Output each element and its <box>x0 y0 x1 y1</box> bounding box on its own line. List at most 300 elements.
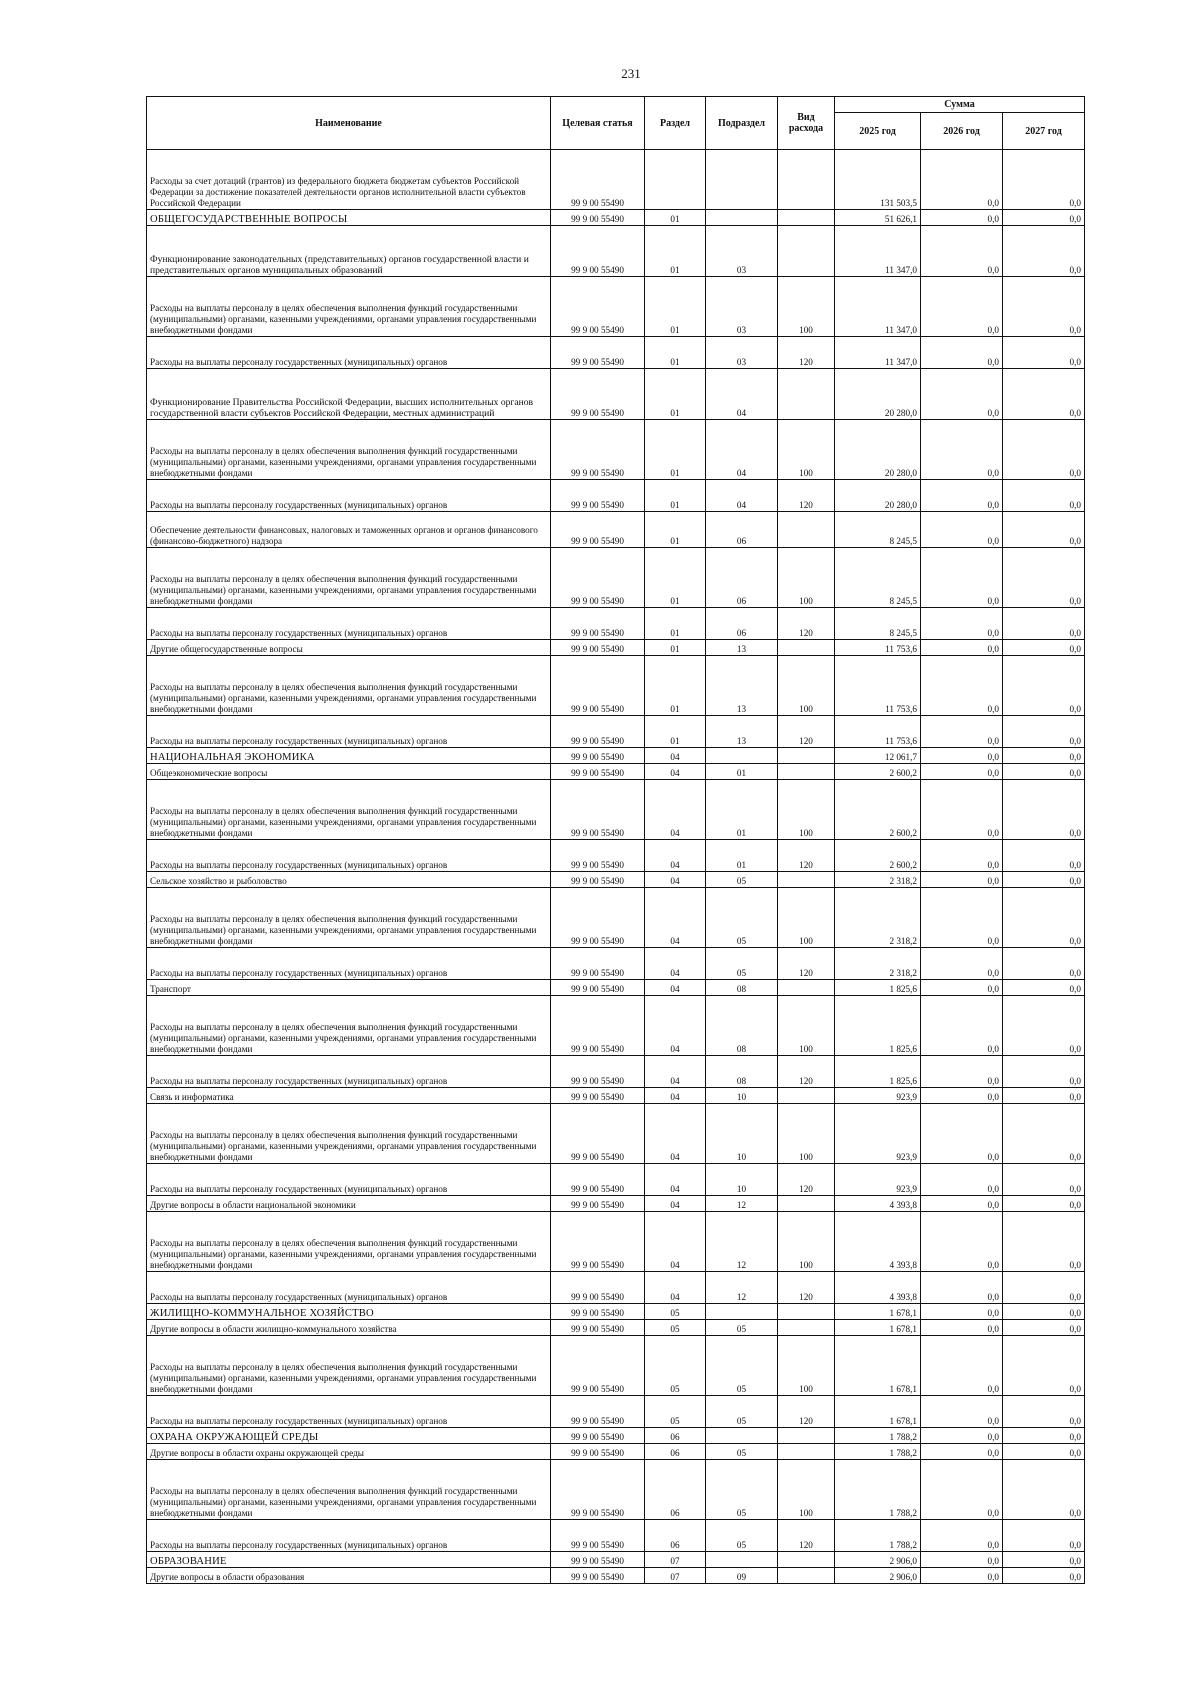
row-sum-2026: 0,0 <box>921 1320 1003 1336</box>
row-target: 99 9 00 55490 <box>551 640 645 656</box>
row-section-code: 04 <box>645 980 706 996</box>
row-name: Расходы на выплаты персоналу в целях обеспечения выполнения функций государственными (муниципальными) органами, казенными учреждениями, органами управления государственными внебюджетными фондами <box>147 548 551 608</box>
row-subsection-code: 04 <box>706 369 778 420</box>
row-sum-2025: 1 825,6 <box>835 1056 921 1088</box>
row-sum-2027: 0,0 <box>1003 748 1085 764</box>
row-section-code: 05 <box>645 1320 706 1336</box>
row-name: ОБРАЗОВАНИЕ <box>147 1552 551 1568</box>
row-sum-2027: 0,0 <box>1003 1088 1085 1104</box>
row-expense-type: 100 <box>778 1336 835 1396</box>
row-sum-2025: 51 626,1 <box>835 210 921 226</box>
row-expense-type <box>778 1552 835 1568</box>
row-sum-2025: 2 600,2 <box>835 764 921 780</box>
row-name: Функционирование Правительства Российской Федерации, высших исполнительных органов государственной власти субъектов Российской Федерации, местных администраций <box>147 369 551 420</box>
row-target: 99 9 00 55490 <box>551 764 645 780</box>
row-section-code: 04 <box>645 888 706 948</box>
table-row <box>147 1088 1085 1104</box>
row-sum-2027: 0,0 <box>1003 1336 1085 1396</box>
row-sum-2025: 20 280,0 <box>835 369 921 420</box>
table-row <box>147 996 1085 1056</box>
row-sum-2026: 0,0 <box>921 872 1003 888</box>
header-2027: 2027 год <box>1003 113 1085 150</box>
row-expense-type: 100 <box>778 888 835 948</box>
row-expense-type: 120 <box>778 1396 835 1428</box>
row-sum-2026: 0,0 <box>921 840 1003 872</box>
row-sum-2026: 0,0 <box>921 548 1003 608</box>
row-section-code: 01 <box>645 277 706 337</box>
row-sum-2027: 0,0 <box>1003 480 1085 512</box>
row-target: 99 9 00 55490 <box>551 1396 645 1428</box>
row-sum-2026: 0,0 <box>921 780 1003 840</box>
row-sum-2026: 0,0 <box>921 369 1003 420</box>
row-sum-2025: 1 678,1 <box>835 1320 921 1336</box>
row-sum-2027: 0,0 <box>1003 1104 1085 1164</box>
row-section-code: 01 <box>645 548 706 608</box>
row-sum-2025: 2 906,0 <box>835 1568 921 1584</box>
table-row <box>147 420 1085 480</box>
row-sum-2025: 11 753,6 <box>835 656 921 716</box>
row-name: Другие вопросы в области охраны окружающей среды <box>147 1444 551 1460</box>
row-expense-type: 120 <box>778 1520 835 1552</box>
row-sum-2027: 0,0 <box>1003 1272 1085 1304</box>
row-name: Расходы на выплаты персоналу государственных (муниципальных) органов <box>147 840 551 872</box>
row-name: Расходы на выплаты персоналу в целях обеспечения выполнения функций государственными (муниципальными) органами, казенными учреждениями, органами управления государственными внебюджетными фондами <box>147 888 551 948</box>
row-expense-type <box>778 1444 835 1460</box>
row-name: Расходы на выплаты персоналу в целях обеспечения выполнения функций государственными (муниципальными) органами, казенными учреждениями, органами управления государственными внебюджетными фондами <box>147 1104 551 1164</box>
table-row <box>147 1460 1085 1520</box>
row-sum-2026: 0,0 <box>921 716 1003 748</box>
row-sum-2026: 0,0 <box>921 1196 1003 1212</box>
row-expense-type: 100 <box>778 996 835 1056</box>
row-expense-type: 120 <box>778 716 835 748</box>
row-sum-2026: 0,0 <box>921 1088 1003 1104</box>
row-sum-2026: 0,0 <box>921 640 1003 656</box>
row-name: Расходы на выплаты персоналу в целях обеспечения выполнения функций государственными (муниципальными) органами, казенными учреждениями, органами управления государственными внебюджетными фондами <box>147 1460 551 1520</box>
table-row <box>147 1444 1085 1460</box>
row-target: 99 9 00 55490 <box>551 1304 645 1320</box>
row-target: 99 9 00 55490 <box>551 337 645 369</box>
row-target: 99 9 00 55490 <box>551 1272 645 1304</box>
row-section-code: 06 <box>645 1444 706 1460</box>
row-name: Расходы на выплаты персоналу государственных (муниципальных) органов <box>147 1520 551 1552</box>
row-subsection-code: 12 <box>706 1272 778 1304</box>
row-sum-2027: 0,0 <box>1003 210 1085 226</box>
row-name: Расходы на выплаты персоналу государственных (муниципальных) органов <box>147 337 551 369</box>
row-subsection-code: 06 <box>706 512 778 548</box>
row-expense-type: 100 <box>778 548 835 608</box>
row-expense-type: 100 <box>778 420 835 480</box>
row-sum-2025: 8 245,5 <box>835 512 921 548</box>
row-section-code: 01 <box>645 210 706 226</box>
row-sum-2026: 0,0 <box>921 1304 1003 1320</box>
row-target: 99 9 00 55490 <box>551 840 645 872</box>
row-section-code: 01 <box>645 369 706 420</box>
table-row <box>147 840 1085 872</box>
row-expense-type <box>778 1568 835 1584</box>
row-subsection-code: 05 <box>706 1520 778 1552</box>
row-subsection-code: 03 <box>706 337 778 369</box>
table-row <box>147 277 1085 337</box>
header-2026: 2026 год <box>921 113 1003 150</box>
row-sum-2026: 0,0 <box>921 996 1003 1056</box>
row-target: 99 9 00 55490 <box>551 1196 645 1212</box>
row-sum-2027: 0,0 <box>1003 948 1085 980</box>
row-expense-type <box>778 748 835 764</box>
row-sum-2025: 2 600,2 <box>835 840 921 872</box>
row-subsection-code: 10 <box>706 1104 778 1164</box>
row-expense-type: 100 <box>778 656 835 716</box>
row-sum-2025: 1 678,1 <box>835 1396 921 1428</box>
row-name: Другие общегосударственные вопросы <box>147 640 551 656</box>
row-section-code: 04 <box>645 996 706 1056</box>
row-name: Расходы на выплаты персоналу в целях обеспечения выполнения функций государственными (муниципальными) органами, казенными учреждениями, органами управления государственными внебюджетными фондами <box>147 1336 551 1396</box>
row-sum-2027: 0,0 <box>1003 548 1085 608</box>
row-section-code: 05 <box>645 1336 706 1396</box>
row-sum-2027: 0,0 <box>1003 716 1085 748</box>
row-sum-2026: 0,0 <box>921 608 1003 640</box>
row-expense-type <box>778 1304 835 1320</box>
row-target: 99 9 00 55490 <box>551 780 645 840</box>
table-row <box>147 1568 1085 1584</box>
row-sum-2025: 923,9 <box>835 1164 921 1196</box>
row-name: Расходы за счет дотаций (грантов) из федерального бюджета бюджетам субъектов Российской Федерации за достижение показателей деятельности органов исполнительной власти субъектов Российской Федерации <box>147 150 551 210</box>
table-row <box>147 150 1085 210</box>
row-name: Другие вопросы в области жилищно-коммунального хозяйства <box>147 1320 551 1336</box>
row-target: 99 9 00 55490 <box>551 716 645 748</box>
row-target: 99 9 00 55490 <box>551 1552 645 1568</box>
row-subsection-code: 05 <box>706 1460 778 1520</box>
table-row <box>147 1056 1085 1088</box>
row-sum-2026: 0,0 <box>921 1520 1003 1552</box>
row-section-code: 04 <box>645 1056 706 1088</box>
row-expense-type: 120 <box>778 1164 835 1196</box>
row-subsection-code: 13 <box>706 716 778 748</box>
row-section-code: 04 <box>645 1164 706 1196</box>
header-subsection: Подраздел <box>706 97 778 150</box>
row-target: 99 9 00 55490 <box>551 1212 645 1272</box>
budget-table <box>146 96 1085 1584</box>
row-sum-2025: 1 788,2 <box>835 1520 921 1552</box>
row-subsection-code: 09 <box>706 1568 778 1584</box>
row-section-code: 01 <box>645 480 706 512</box>
row-target: 99 9 00 55490 <box>551 1460 645 1520</box>
row-sum-2026: 0,0 <box>921 480 1003 512</box>
row-name: Другие вопросы в области национальной экономики <box>147 1196 551 1212</box>
table-row <box>147 548 1085 608</box>
row-expense-type: 120 <box>778 480 835 512</box>
row-sum-2027: 0,0 <box>1003 1568 1085 1584</box>
row-section-code: 04 <box>645 840 706 872</box>
row-section-code: 04 <box>645 1088 706 1104</box>
row-subsection-code: 08 <box>706 1056 778 1088</box>
row-sum-2025: 20 280,0 <box>835 480 921 512</box>
row-expense-type <box>778 150 835 210</box>
row-sum-2027: 0,0 <box>1003 512 1085 548</box>
row-sum-2025: 923,9 <box>835 1104 921 1164</box>
table-row <box>147 872 1085 888</box>
table-row <box>147 1164 1085 1196</box>
row-sum-2025: 11 753,6 <box>835 640 921 656</box>
row-sum-2026: 0,0 <box>921 150 1003 210</box>
table-row <box>147 716 1085 748</box>
row-expense-type <box>778 1088 835 1104</box>
row-expense-type: 120 <box>778 840 835 872</box>
row-subsection-code: 12 <box>706 1196 778 1212</box>
row-sum-2025: 1 788,2 <box>835 1444 921 1460</box>
row-sum-2025: 11 347,0 <box>835 277 921 337</box>
row-section-code: 05 <box>645 1396 706 1428</box>
row-sum-2025: 1 825,6 <box>835 996 921 1056</box>
row-expense-type: 120 <box>778 1272 835 1304</box>
row-subsection-code: 12 <box>706 1212 778 1272</box>
row-section-code: 05 <box>645 1304 706 1320</box>
table-row <box>147 748 1085 764</box>
row-sum-2025: 2 318,2 <box>835 888 921 948</box>
row-sum-2026: 0,0 <box>921 337 1003 369</box>
row-sum-2025: 2 600,2 <box>835 780 921 840</box>
row-subsection-code: 03 <box>706 277 778 337</box>
table-row <box>147 1272 1085 1304</box>
row-section-code: 04 <box>645 780 706 840</box>
page-number: 231 <box>621 66 641 81</box>
row-section-code: 01 <box>645 337 706 369</box>
row-target: 99 9 00 55490 <box>551 948 645 980</box>
row-sum-2025: 1 825,6 <box>835 980 921 996</box>
row-section-code: 04 <box>645 948 706 980</box>
row-expense-type: 100 <box>778 277 835 337</box>
row-sum-2027: 0,0 <box>1003 888 1085 948</box>
row-sum-2027: 0,0 <box>1003 996 1085 1056</box>
table-body <box>147 150 1085 1584</box>
table-row <box>147 1104 1085 1164</box>
table-row <box>147 608 1085 640</box>
row-subsection-code: 04 <box>706 480 778 512</box>
row-sum-2027: 0,0 <box>1003 226 1085 277</box>
row-sum-2026: 0,0 <box>921 420 1003 480</box>
row-sum-2027: 0,0 <box>1003 150 1085 210</box>
row-subsection-code: 05 <box>706 1320 778 1336</box>
row-subsection-code: 01 <box>706 780 778 840</box>
row-section-code: 06 <box>645 1428 706 1444</box>
row-target: 99 9 00 55490 <box>551 480 645 512</box>
row-sum-2027: 0,0 <box>1003 1212 1085 1272</box>
row-sum-2027: 0,0 <box>1003 608 1085 640</box>
row-section-code: 01 <box>645 716 706 748</box>
row-sum-2027: 0,0 <box>1003 980 1085 996</box>
row-expense-type: 100 <box>778 1460 835 1520</box>
row-name: Расходы на выплаты персоналу в целях обеспечения выполнения функций государственными (муниципальными) органами, казенными учреждениями, органами управления государственными внебюджетными фондами <box>147 996 551 1056</box>
row-target: 99 9 00 55490 <box>551 1320 645 1336</box>
row-subsection-code <box>706 1304 778 1320</box>
row-section-code: 06 <box>645 1460 706 1520</box>
row-target: 99 9 00 55490 <box>551 872 645 888</box>
row-name: Функционирование законодательных (представительных) органов государственной власти и представительных органов муниципальных образований <box>147 226 551 277</box>
row-expense-type: 120 <box>778 608 835 640</box>
row-expense-type: 100 <box>778 1212 835 1272</box>
row-name: Расходы на выплаты персоналу государственных (муниципальных) органов <box>147 480 551 512</box>
row-sum-2026: 0,0 <box>921 1164 1003 1196</box>
row-sum-2026: 0,0 <box>921 210 1003 226</box>
row-sum-2027: 0,0 <box>1003 1552 1085 1568</box>
table-row <box>147 1428 1085 1444</box>
row-sum-2025: 8 245,5 <box>835 608 921 640</box>
row-sum-2026: 0,0 <box>921 1428 1003 1444</box>
row-sum-2025: 20 280,0 <box>835 420 921 480</box>
row-name: Расходы на выплаты персоналу в целях обеспечения выполнения функций государственными (муниципальными) органами, казенными учреждениями, органами управления государственными внебюджетными фондами <box>147 1212 551 1272</box>
row-sum-2025: 2 318,2 <box>835 872 921 888</box>
row-target: 99 9 00 55490 <box>551 1164 645 1196</box>
row-sum-2026: 0,0 <box>921 1212 1003 1272</box>
row-subsection-code: 04 <box>706 420 778 480</box>
row-section-code: 04 <box>645 1104 706 1164</box>
row-name: Расходы на выплаты персоналу в целях обеспечения выполнения функций государственными (муниципальными) органами, казенными учреждениями, органами управления государственными внебюджетными фондами <box>147 420 551 480</box>
table-row <box>147 764 1085 780</box>
row-target: 99 9 00 55490 <box>551 210 645 226</box>
table-row <box>147 1552 1085 1568</box>
row-subsection-code: 05 <box>706 1444 778 1460</box>
row-expense-type <box>778 980 835 996</box>
row-name: Расходы на выплаты персоналу государственных (муниципальных) органов <box>147 716 551 748</box>
row-subsection-code: 06 <box>706 548 778 608</box>
row-target: 99 9 00 55490 <box>551 420 645 480</box>
row-name: Другие вопросы в области образования <box>147 1568 551 1584</box>
row-sum-2027: 0,0 <box>1003 277 1085 337</box>
table-row <box>147 780 1085 840</box>
row-subsection-code: 05 <box>706 1336 778 1396</box>
row-target: 99 9 00 55490 <box>551 1428 645 1444</box>
row-sum-2026: 0,0 <box>921 1460 1003 1520</box>
row-sum-2026: 0,0 <box>921 1444 1003 1460</box>
row-target: 99 9 00 55490 <box>551 369 645 420</box>
row-section-code: 07 <box>645 1552 706 1568</box>
row-sum-2027: 0,0 <box>1003 1520 1085 1552</box>
row-name: Расходы на выплаты персоналу государственных (муниципальных) органов <box>147 1056 551 1088</box>
row-name: Расходы на выплаты персоналу государственных (муниципальных) органов <box>147 608 551 640</box>
row-sum-2026: 0,0 <box>921 277 1003 337</box>
row-name: Транспорт <box>147 980 551 996</box>
row-name: Расходы на выплаты персоналу государственных (муниципальных) органов <box>147 1164 551 1196</box>
row-sum-2026: 0,0 <box>921 512 1003 548</box>
table-row <box>147 337 1085 369</box>
row-name: Расходы на выплаты персоналу государственных (муниципальных) органов <box>147 948 551 980</box>
header-sum: Сумма <box>835 97 1085 113</box>
row-sum-2027: 0,0 <box>1003 337 1085 369</box>
row-section-code: 04 <box>645 872 706 888</box>
row-sum-2027: 0,0 <box>1003 656 1085 716</box>
row-sum-2027: 0,0 <box>1003 872 1085 888</box>
row-sum-2027: 0,0 <box>1003 840 1085 872</box>
row-sum-2027: 0,0 <box>1003 764 1085 780</box>
row-section-code: 04 <box>645 1212 706 1272</box>
row-section-code: 01 <box>645 656 706 716</box>
row-sum-2025: 2 318,2 <box>835 948 921 980</box>
row-sum-2025: 1 788,2 <box>835 1428 921 1444</box>
row-target: 99 9 00 55490 <box>551 1520 645 1552</box>
row-target: 99 9 00 55490 <box>551 656 645 716</box>
row-sum-2025: 1 678,1 <box>835 1304 921 1320</box>
table-row <box>147 1396 1085 1428</box>
row-expense-type: 100 <box>778 1104 835 1164</box>
row-target: 99 9 00 55490 <box>551 1568 645 1584</box>
row-sum-2025: 4 393,8 <box>835 1212 921 1272</box>
header-target: Целевая статья <box>551 97 645 150</box>
row-name: Расходы на выплаты персоналу в целях обеспечения выполнения функций государственными (муниципальными) органами, казенными учреждениями, органами управления государственными внебюджетными фондами <box>147 780 551 840</box>
row-sum-2025: 2 906,0 <box>835 1552 921 1568</box>
row-sum-2027: 0,0 <box>1003 369 1085 420</box>
row-subsection-code: 10 <box>706 1088 778 1104</box>
row-name: Расходы на выплаты персоналу в целях обеспечения выполнения функций государственными (муниципальными) органами, казенными учреждениями, органами управления государственными внебюджетными фондами <box>147 277 551 337</box>
row-sum-2027: 0,0 <box>1003 420 1085 480</box>
row-sum-2026: 0,0 <box>921 1336 1003 1396</box>
row-section-code <box>645 150 706 210</box>
table-row <box>147 980 1085 996</box>
row-sum-2026: 0,0 <box>921 1056 1003 1088</box>
header-2025: 2025 год <box>835 113 921 150</box>
row-expense-type: 120 <box>778 1056 835 1088</box>
row-subsection-code: 05 <box>706 1396 778 1428</box>
row-sum-2025: 131 503,5 <box>835 150 921 210</box>
row-sum-2027: 0,0 <box>1003 1428 1085 1444</box>
row-sum-2025: 1 678,1 <box>835 1336 921 1396</box>
row-subsection-code <box>706 748 778 764</box>
row-sum-2027: 0,0 <box>1003 1444 1085 1460</box>
row-section-code: 01 <box>645 640 706 656</box>
row-expense-type <box>778 1428 835 1444</box>
row-target: 99 9 00 55490 <box>551 888 645 948</box>
row-name: Общеэкономические вопросы <box>147 764 551 780</box>
table-row <box>147 226 1085 277</box>
row-subsection-code <box>706 210 778 226</box>
row-subsection-code: 08 <box>706 996 778 1056</box>
row-name: Связь и информатика <box>147 1088 551 1104</box>
row-target: 99 9 00 55490 <box>551 1056 645 1088</box>
header-section: Раздел <box>645 97 706 150</box>
row-name: НАЦИОНАЛЬНАЯ ЭКОНОМИКА <box>147 748 551 764</box>
row-name: ОХРАНА ОКРУЖАЮЩЕЙ СРЕДЫ <box>147 1428 551 1444</box>
row-subsection-code: 10 <box>706 1164 778 1196</box>
row-sum-2025: 923,9 <box>835 1088 921 1104</box>
row-target: 99 9 00 55490 <box>551 608 645 640</box>
row-expense-type: 100 <box>778 780 835 840</box>
row-subsection-code <box>706 150 778 210</box>
table-row <box>147 1212 1085 1272</box>
table-row <box>147 1320 1085 1336</box>
row-section-code: 01 <box>645 512 706 548</box>
row-section-code: 01 <box>645 420 706 480</box>
row-sum-2026: 0,0 <box>921 1568 1003 1584</box>
row-sum-2026: 0,0 <box>921 764 1003 780</box>
row-name: Расходы на выплаты персоналу государственных (муниципальных) органов <box>147 1396 551 1428</box>
row-sum-2027: 0,0 <box>1003 1396 1085 1428</box>
row-target: 99 9 00 55490 <box>551 150 645 210</box>
row-sum-2026: 0,0 <box>921 888 1003 948</box>
row-section-code: 01 <box>645 226 706 277</box>
row-sum-2026: 0,0 <box>921 748 1003 764</box>
table-row <box>147 480 1085 512</box>
row-expense-type <box>778 512 835 548</box>
row-sum-2026: 0,0 <box>921 1552 1003 1568</box>
row-section-code: 04 <box>645 1196 706 1212</box>
row-target: 99 9 00 55490 <box>551 980 645 996</box>
row-target: 99 9 00 55490 <box>551 1336 645 1396</box>
row-expense-type <box>778 1320 835 1336</box>
row-sum-2026: 0,0 <box>921 226 1003 277</box>
row-sum-2025: 11 347,0 <box>835 337 921 369</box>
row-name: Обеспечение деятельности финансовых, налоговых и таможенных органов и органов финансового (финансово-бюджетного) надзора <box>147 512 551 548</box>
row-name: ЖИЛИЩНО-КОММУНАЛЬНОЕ ХОЗЯЙСТВО <box>147 1304 551 1320</box>
row-expense-type <box>778 210 835 226</box>
row-sum-2027: 0,0 <box>1003 1320 1085 1336</box>
